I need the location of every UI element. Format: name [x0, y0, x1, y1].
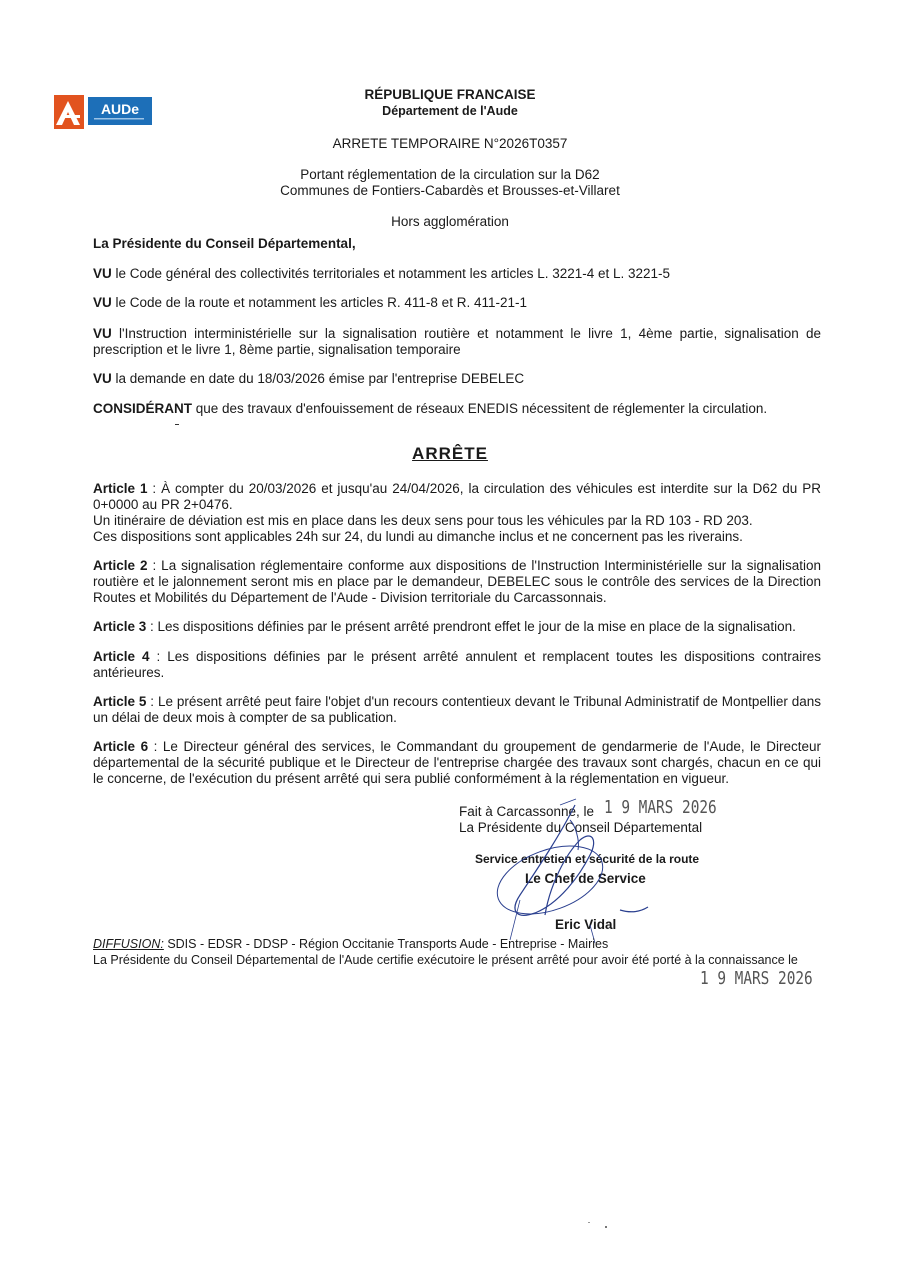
signature-date-stamp: 1 9 MARS 2026	[604, 797, 717, 818]
vu-label: VU	[93, 295, 112, 310]
vu-paragraph-1	[93, 266, 821, 282]
article-3	[93, 619, 821, 635]
arrete-number: ARRETE TEMPORAIRE N°2026T0357	[332, 136, 568, 151]
vu-label: VU	[93, 326, 112, 341]
department-heading: Département de l'Aude	[382, 104, 518, 118]
considerant-paragraph	[93, 401, 821, 417]
article-1-line-2: Un itinéraire de déviation est mis en place dans les deux sens pour tous les véhicules par la RD 103 - RD 203.	[93, 513, 753, 528]
vu-paragraph-4	[93, 371, 821, 387]
vu-text: le Code de la route et notamment les articles R. 411-8 et R. 411-21-1	[111, 295, 527, 310]
diffusion-line	[93, 937, 608, 951]
republic-heading: RÉPUBLIQUE FRANCAISE	[364, 87, 536, 102]
article-text: : À compter du 20/03/2026 et jusqu'au 24/04/2026, la circulation des véhicules est interdite sur la D62 du PR 0+0000 au PR 2+0476.	[93, 481, 821, 512]
article-6	[93, 739, 821, 787]
article-2	[93, 558, 821, 606]
article-text: : Les dispositions définies par le présent arrêté annulent et remplacent toutes les dispositions contraires antérieures.	[93, 649, 821, 680]
vu-paragraph-2	[93, 295, 821, 311]
vu-text: la demande en date du 18/03/2026 émise par l'entreprise DEBELEC	[111, 371, 525, 386]
diffusion-label: DIFFUSION:	[93, 937, 164, 951]
signature-name: Eric Vidal	[555, 917, 617, 932]
scan-speck	[588, 1222, 590, 1223]
certification-date-stamp: 1 9 MARS 2026	[700, 968, 813, 989]
article-1-line-3: Ces dispositions sont applicables 24h sur 24, du lundi au dimanche inclus et ne concernent pas les riverains.	[93, 529, 743, 544]
article-label: Article 3	[93, 619, 147, 634]
zone-label: Hors agglomération	[391, 214, 509, 229]
signature-title: La Présidente du Conseil Départemental	[459, 820, 703, 835]
vu-label: VU	[93, 266, 112, 281]
president-heading: La Présidente du Conseil Départemental,	[93, 236, 356, 251]
article-label: Article 2	[93, 558, 148, 573]
article-1	[93, 481, 821, 545]
article-5	[93, 694, 821, 726]
diffusion-text: SDIS - EDSR - DDSP - Région Occitanie Transports Aude - Entreprise - Mairies	[163, 937, 609, 951]
subject-line-2: Communes de Fontiers-Cabardès et Brousses-et-Villaret	[280, 183, 620, 198]
article-text: : Les dispositions définies par le présent arrêté prendront effet le jour de la mise en place de la signalisation.	[146, 619, 796, 634]
signature-chief: Le Chef de Service	[525, 871, 646, 886]
article-text: : Le présent arrêté peut faire l'objet d'un recours contentieux devant le Tribunal Administratif de Montpellier dans un délai de deux mois à compter de sa publication.	[93, 694, 821, 725]
article-4	[93, 649, 821, 681]
considerant-label: CONSIDÉRANT	[93, 401, 193, 416]
article-text: : La signalisation réglementaire conforme aux dispositions de l'Instruction Interministérielle sur la signalisation routière et le jalonnement seront mis en place par le demandeur, DEBELEC sous le contrôle des services de la Direction Routes et Mobilités du Département de l'Aude - Division territoriale du Carcassonnais.	[93, 558, 821, 605]
subject	[0, 167, 900, 199]
vu-label: VU	[93, 371, 112, 386]
article-label: Article 6	[93, 739, 149, 754]
article-text: : Le Directeur général des services, le Commandant du groupement de gendarmerie de l'Aude, le Directeur départemental de la sécurité publique et le Directeur de l'entreprise chargée des travaux sont chargés, chacun en ce qui le concerne, de l'exécution du présent arrêté qui sera publié conformément à la réglementation en vigueur.	[93, 739, 821, 786]
article-label: Article 1	[93, 481, 148, 496]
considerant-text: que des travaux d'enfouissement de réseaux ENEDIS nécessitent de réglementer la circulation.	[192, 401, 768, 416]
signature-service: Service entretien et sécurité de la route	[475, 852, 700, 866]
signature-place: Fait à Carcassonne, le	[459, 804, 595, 819]
stray-mark	[175, 424, 179, 425]
article-label: Article 4	[93, 649, 150, 664]
vu-paragraph-3	[93, 326, 821, 358]
svg-text:AUDe: AUDe	[100, 101, 140, 117]
handwritten-signature	[480, 795, 660, 945]
scan-speck	[605, 1226, 607, 1228]
subject-line-1: Portant réglementation de la circulation sur la D62	[300, 167, 600, 182]
arrete-title: ARRÊTE	[412, 444, 488, 463]
certification-line: La Présidente du Conseil Départemental de l'Aude certifie exécutoire le présent arrêté pour avoir été porté à la connaissance le	[93, 953, 798, 967]
article-label: Article 5	[93, 694, 147, 709]
vu-text: le Code général des collectivités territoriales et notamment les articles L. 3221-4 et L. 3221-5	[111, 266, 671, 281]
vu-text: l'Instruction interministérielle sur la signalisation routière et notamment le livre 1, 4ème partie, signalisation de prescription et le livre 1, 8ème partie, signalisation temporaire	[93, 326, 821, 357]
